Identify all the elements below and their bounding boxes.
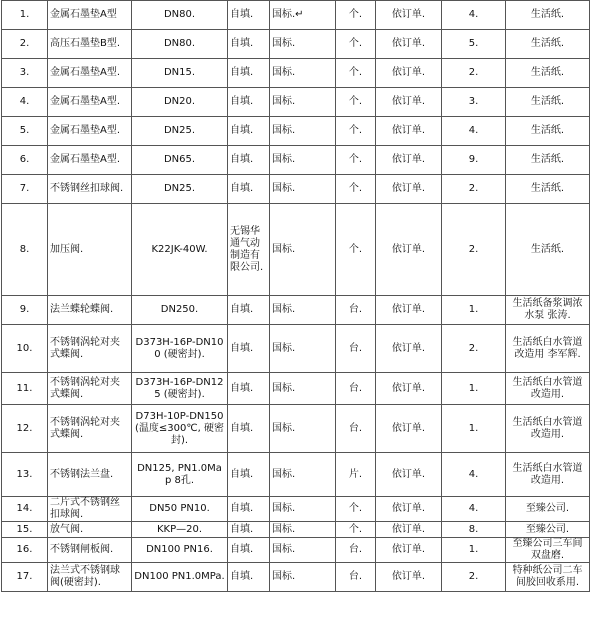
spec-cell: DN25.	[132, 117, 228, 146]
spec-cell: DN125, PN1.0Map 8孔.	[132, 453, 228, 497]
standard-cell: 国标.	[270, 563, 336, 592]
table-row	[2, 522, 590, 538]
maker-cell: 自填.	[228, 325, 270, 373]
spec-cell: DN50 PN10.	[132, 497, 228, 522]
unit-cell: 片.	[336, 453, 376, 497]
unit-cell: 台.	[336, 563, 376, 592]
row-number-cell: 4.	[2, 88, 48, 117]
unit-cell: 台.	[336, 325, 376, 373]
quantity-cell: 9.	[442, 146, 506, 175]
standard-cell: 国标.	[270, 296, 336, 325]
spec-cell: DN250.	[132, 296, 228, 325]
row-number-cell: 5.	[2, 117, 48, 146]
usage-cell: 生活纸白水管道改造用.	[506, 453, 590, 497]
maker-cell: 自填.	[228, 497, 270, 522]
quantity-cell: 2.	[442, 175, 506, 204]
quantity-cell: 2.	[442, 563, 506, 592]
usage-cell: 至臻公司.	[506, 522, 590, 538]
item-name-cell: 高压石墨垫B型.	[48, 30, 132, 59]
unit-cell: 台.	[336, 373, 376, 405]
spec-cell: DN80.	[132, 1, 228, 30]
table-row	[2, 325, 590, 373]
standard-cell: 国标.	[270, 453, 336, 497]
table-body	[2, 1, 590, 592]
unit-cell: 个.	[336, 117, 376, 146]
unit-cell: 台.	[336, 296, 376, 325]
row-number-cell: 3.	[2, 59, 48, 88]
usage-cell: 生活纸白水管道改造用 李军辉.	[506, 325, 590, 373]
quantity-cell: 2.	[442, 59, 506, 88]
item-name-cell: 不锈钢涡轮对夹式蝶阀.	[48, 325, 132, 373]
quantity-cell: 8.	[442, 522, 506, 538]
usage-cell: 生活纸备浆调浓水泵 张涛.	[506, 296, 590, 325]
unit-cell: 台.	[336, 405, 376, 453]
item-name-cell: 金属石墨垫A型.	[48, 117, 132, 146]
spec-cell: DN80.	[132, 30, 228, 59]
item-name-cell: 法兰蝶轮蝶阀.	[48, 296, 132, 325]
spec-cell: DN15.	[132, 59, 228, 88]
table-row	[2, 204, 590, 296]
row-number-cell: 13.	[2, 453, 48, 497]
maker-cell: 自填.	[228, 59, 270, 88]
quantity-cell: 1.	[442, 296, 506, 325]
standard-cell: 国标.	[270, 117, 336, 146]
usage-cell: 特种纸公司二车间胶回收系用.	[506, 563, 590, 592]
order-mode-cell: 依订单.	[376, 497, 442, 522]
table-row	[2, 538, 590, 563]
standard-cell: 国标.	[270, 146, 336, 175]
table-row	[2, 453, 590, 497]
spec-cell: DN100 PN16.	[132, 538, 228, 563]
order-mode-cell: 依订单.	[376, 88, 442, 117]
table-row	[2, 563, 590, 592]
row-number-cell: 1.	[2, 1, 48, 30]
table-row	[2, 146, 590, 175]
unit-cell: 个.	[336, 522, 376, 538]
maker-cell: 自填.	[228, 522, 270, 538]
maker-cell: 自填.	[228, 563, 270, 592]
standard-cell: 国标.↵	[270, 1, 336, 30]
item-name-cell: 不锈钢丝扣球阀.	[48, 175, 132, 204]
row-number-cell: 14.	[2, 497, 48, 522]
item-name-cell: 法兰式不锈钢球阀(硬密封).	[48, 563, 132, 592]
unit-cell: 个.	[336, 175, 376, 204]
order-mode-cell: 依订单.	[376, 325, 442, 373]
usage-cell: 生活纸.	[506, 146, 590, 175]
item-name-cell: 不锈钢闸板阀.	[48, 538, 132, 563]
item-name-cell: 金属石墨垫A型	[48, 1, 132, 30]
maker-cell: 自填.	[228, 117, 270, 146]
standard-cell: 国标.	[270, 30, 336, 59]
standard-cell: 国标.	[270, 522, 336, 538]
table-row	[2, 296, 590, 325]
table-row	[2, 30, 590, 59]
row-number-cell: 7.	[2, 175, 48, 204]
item-name-cell: 金属石墨垫A型.	[48, 59, 132, 88]
item-name-cell: 不锈钢涡轮对夹式蝶阀.	[48, 373, 132, 405]
maker-cell: 自填.	[228, 146, 270, 175]
spec-cell: D373H-16P-DN125 (硬密封).	[132, 373, 228, 405]
quantity-cell: 2.	[442, 204, 506, 296]
unit-cell: 个.	[336, 204, 376, 296]
table-row	[2, 497, 590, 522]
materials-table	[1, 0, 590, 592]
quantity-cell: 4.	[442, 497, 506, 522]
unit-cell: 台.	[336, 538, 376, 563]
spec-cell: DN65.	[132, 146, 228, 175]
quantity-cell: 3.	[442, 88, 506, 117]
item-name-cell: 放气阀.	[48, 522, 132, 538]
row-number-cell: 17.	[2, 563, 48, 592]
unit-cell: 个.	[336, 497, 376, 522]
row-number-cell: 8.	[2, 204, 48, 296]
order-mode-cell: 依订单.	[376, 117, 442, 146]
maker-cell: 自填.	[228, 538, 270, 563]
row-number-cell: 12.	[2, 405, 48, 453]
maker-cell: 自填.	[228, 296, 270, 325]
spec-cell: D373H-16P-DN100 (硬密封).	[132, 325, 228, 373]
table-row	[2, 117, 590, 146]
order-mode-cell: 依订单.	[376, 373, 442, 405]
usage-cell: 生活纸.	[506, 30, 590, 59]
row-number-cell: 9.	[2, 296, 48, 325]
spec-cell: DN25.	[132, 175, 228, 204]
quantity-cell: 1.	[442, 538, 506, 563]
standard-cell: 国标.	[270, 59, 336, 88]
table-row	[2, 373, 590, 405]
quantity-cell: 4.	[442, 1, 506, 30]
quantity-cell: 2.	[442, 325, 506, 373]
order-mode-cell: 依订单.	[376, 453, 442, 497]
table-row	[2, 1, 590, 30]
unit-cell: 个.	[336, 88, 376, 117]
usage-cell: 生活纸白水管道改造用.	[506, 373, 590, 405]
order-mode-cell: 依订单.	[376, 522, 442, 538]
usage-cell: 生活纸.	[506, 204, 590, 296]
spec-cell: DN100 PN1.0MPa.	[132, 563, 228, 592]
order-mode-cell: 依订单.	[376, 1, 442, 30]
unit-cell: 个.	[336, 146, 376, 175]
table-row	[2, 405, 590, 453]
order-mode-cell: 依订单.	[376, 405, 442, 453]
usage-cell: 生活纸.	[506, 59, 590, 88]
table-row	[2, 175, 590, 204]
spec-cell: DN20.	[132, 88, 228, 117]
maker-cell: 自填.	[228, 453, 270, 497]
order-mode-cell: 依订单.	[376, 30, 442, 59]
maker-cell: 无锡华通气动制造有限公司.	[228, 204, 270, 296]
usage-cell: 生活纸.	[506, 117, 590, 146]
maker-cell: 自填.	[228, 88, 270, 117]
quantity-cell: 5.	[442, 30, 506, 59]
row-number-cell: 2.	[2, 30, 48, 59]
maker-cell: 自填.	[228, 373, 270, 405]
usage-cell: 生活纸.	[506, 1, 590, 30]
item-name-cell: 金属石墨垫A型.	[48, 88, 132, 117]
standard-cell: 国标.	[270, 88, 336, 117]
standard-cell: 国标.	[270, 175, 336, 204]
standard-cell: 国标.	[270, 405, 336, 453]
quantity-cell: 1.	[442, 373, 506, 405]
standard-cell: 国标.	[270, 538, 336, 563]
unit-cell: 个.	[336, 1, 376, 30]
standard-cell: 国标.	[270, 325, 336, 373]
spec-cell: D73H-10P-DN150(温度≤300℃, 硬密封).	[132, 405, 228, 453]
order-mode-cell: 依订单.	[376, 204, 442, 296]
unit-cell: 个.	[336, 59, 376, 88]
quantity-cell: 4.	[442, 117, 506, 146]
item-name-cell: 不锈钢涡轮对夹式蝶阀.	[48, 405, 132, 453]
row-number-cell: 6.	[2, 146, 48, 175]
standard-cell: 国标.	[270, 373, 336, 405]
item-name-cell: 不锈钢法兰盘.	[48, 453, 132, 497]
maker-cell: 自填.	[228, 1, 270, 30]
row-number-cell: 16.	[2, 538, 48, 563]
maker-cell: 自填.	[228, 405, 270, 453]
row-number-cell: 15.	[2, 522, 48, 538]
maker-cell: 自填.	[228, 30, 270, 59]
usage-cell: 至臻公司.	[506, 497, 590, 522]
order-mode-cell: 依订单.	[376, 538, 442, 563]
order-mode-cell: 依订单.	[376, 296, 442, 325]
usage-cell: 至臻公司三车间双盘磨.	[506, 538, 590, 563]
table-row	[2, 88, 590, 117]
standard-cell: 国标.	[270, 497, 336, 522]
table-row	[2, 59, 590, 88]
order-mode-cell: 依订单.	[376, 175, 442, 204]
spec-cell: KKP—20.	[132, 522, 228, 538]
quantity-cell: 4.	[442, 453, 506, 497]
usage-cell: 生活纸.	[506, 175, 590, 204]
usage-cell: 生活纸.	[506, 88, 590, 117]
order-mode-cell: 依订单.	[376, 59, 442, 88]
row-number-cell: 11.	[2, 373, 48, 405]
order-mode-cell: 依订单.	[376, 563, 442, 592]
unit-cell: 个.	[336, 30, 376, 59]
item-name-cell: 加压阀.	[48, 204, 132, 296]
row-number-cell: 10.	[2, 325, 48, 373]
quantity-cell: 1.	[442, 405, 506, 453]
maker-cell: 自填.	[228, 175, 270, 204]
item-name-cell: 金属石墨垫A型.	[48, 146, 132, 175]
item-name-cell: 二片式不锈钢丝扣球阀.	[48, 497, 132, 522]
order-mode-cell: 依订单.	[376, 146, 442, 175]
standard-cell: 国标.	[270, 204, 336, 296]
usage-cell: 生活纸白水管道改造用.	[506, 405, 590, 453]
spec-cell: K22JK-40W.	[132, 204, 228, 296]
